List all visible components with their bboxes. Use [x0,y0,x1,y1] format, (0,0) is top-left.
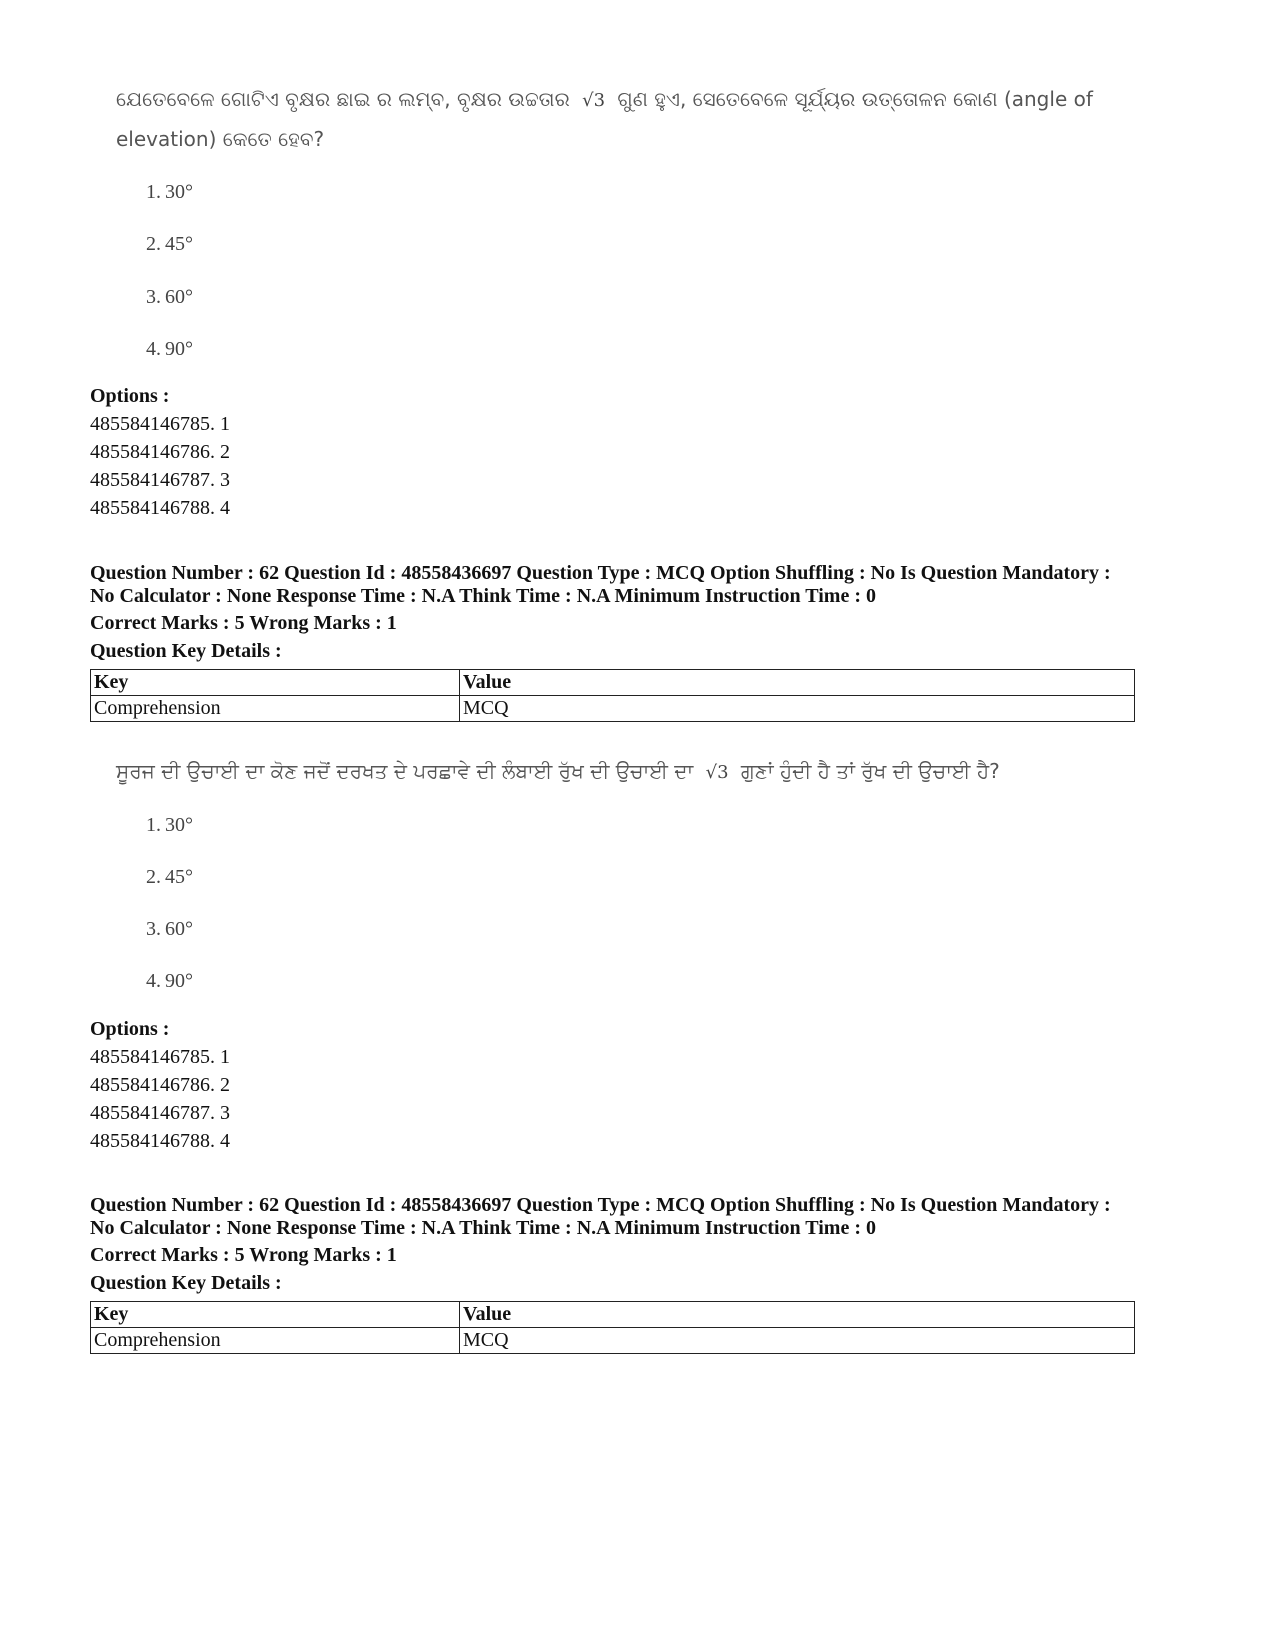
choice-number: 2. [146,866,161,888]
meta-line-1: Question Number : 62 Question Id : 48558436697 Question Type : MCQ Option Shuffling : No Is Question Mandatory : [90,562,1111,584]
table-row [91,1328,1135,1354]
table-cell: Comprehension [91,696,460,722]
table-header-cell: Key [91,1302,460,1328]
choice-item [146,970,193,993]
table-header-row [91,1302,1135,1328]
marks-line: Correct Marks : 5 Wrong Marks : 1 [90,612,397,634]
sqrt-symbol: √3 [705,762,729,783]
choice-item [146,866,193,889]
choice-number: 3. [146,286,161,308]
marks-line: Correct Marks : 5 Wrong Marks : 1 [90,1244,397,1266]
choice-value: 90° [165,970,193,992]
table-header-cell: Value [460,1302,1135,1328]
option-id-line: 485584146787. 3 [90,1102,230,1124]
question-text-after: ਗੁਣਾਂ ਹੁੰਦੀ ਹੈ ਤਾਂ ਰੁੱਖ ਦੀ ਉਚਾਈ ਹੈ? [740,759,1000,783]
choice-number: 4. [146,970,161,992]
question-meta [90,1194,1190,1240]
question-text-before: ଯେତେବେଳେ ଗୋଟିଏ ବୃକ୍ଷର ଛାଇ ର ଲମ୍ବ, ବୃକ୍ଷର ଉଚ୍ଚତାର [116,87,570,111]
choice-item [146,918,193,941]
option-id-line: 485584146787. 3 [90,469,230,491]
table-header-cell: Value [460,670,1135,696]
choice-value: 45° [165,866,193,888]
question-text-before: ਸੂਰਜ ਦੀ ਉਚਾਈ ਦਾ ਕੋਣ ਜਦੋਂ ਦਰਖਤ ਦੇ ਪਰਛਾਵੇ ਦੀ ਲੰਬਾਈ ਰੁੱਖ ਦੀ ਉਚਾਈ ਦਾ [116,759,694,783]
choice-item [146,814,193,837]
choice-value: 60° [165,286,193,308]
table-header-cell: Key [91,670,460,696]
choice-number: 1. [146,181,161,203]
table-cell: Comprehension [91,1328,460,1354]
meta-line-2: No Calculator : None Response Time : N.A Think Time : N.A Minimum Instruction Time : 0 [90,585,876,607]
choice-value: 90° [165,338,193,360]
meta-line-2: No Calculator : None Response Time : N.A Think Time : N.A Minimum Instruction Time : 0 [90,1217,876,1239]
table-cell: MCQ [460,696,1135,722]
choice-number: 1. [146,814,161,836]
choice-value: 60° [165,918,193,940]
option-id-line: 485584146788. 4 [90,1130,230,1152]
question-text-after: ଗୁଣ ହୁଏ, ସେତେବେଳେ ସୂର୍ଯ୍ୟର ଉତ୍ତୋଳନ କୋଣ (angle of elevation) କେତେ ହେବ? [116,87,1093,151]
options-label: Options : [90,1018,170,1040]
choice-value: 30° [165,814,193,836]
table-cell: MCQ [460,1328,1135,1354]
sqrt-symbol: √3 [582,90,606,111]
choice-value: 30° [165,181,193,203]
option-id-line: 485584146788. 4 [90,497,230,519]
option-id-line: 485584146786. 2 [90,441,230,463]
key-details-label: Question Key Details : [90,1272,282,1294]
key-details-table [90,1301,1135,1354]
meta-line-1: Question Number : 62 Question Id : 48558436697 Question Type : MCQ Option Shuffling : No Is Question Mandatory : [90,1194,1111,1216]
option-id-line: 485584146786. 2 [90,1074,230,1096]
question-text [116,752,1116,792]
option-id-line: 485584146785. 1 [90,1046,230,1068]
option-id-line: 485584146785. 1 [90,413,230,435]
choice-number: 2. [146,233,161,255]
choice-value: 45° [165,233,193,255]
options-label: Options : [90,385,170,407]
choice-number: 4. [146,338,161,360]
key-details-label: Question Key Details : [90,640,282,662]
choice-number: 3. [146,918,161,940]
